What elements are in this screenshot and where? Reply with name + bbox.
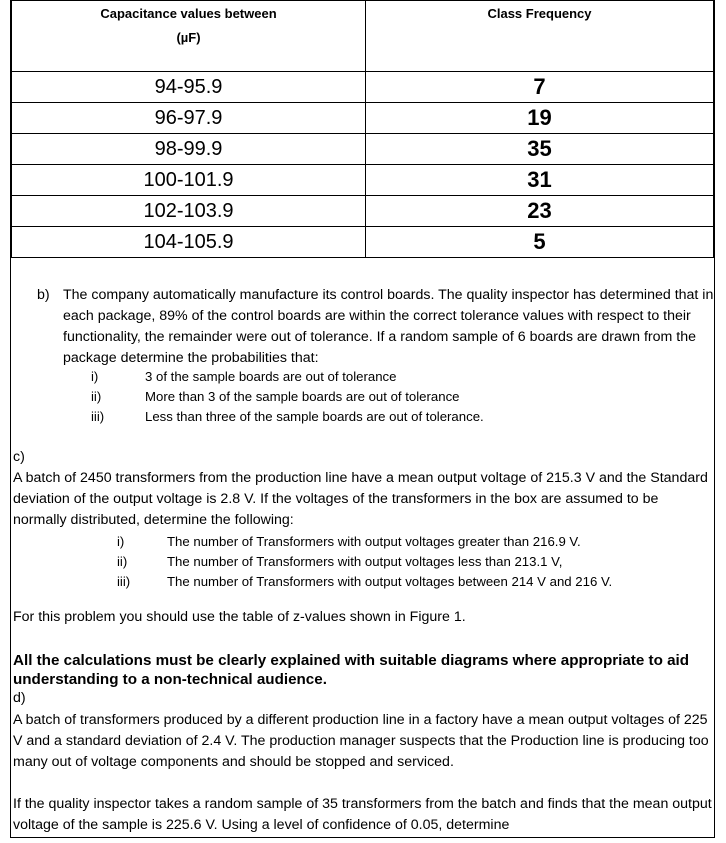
table-row — [12, 103, 714, 134]
frequency-cell: 5 — [366, 227, 714, 258]
range-cell: 104-105.9 — [12, 227, 366, 258]
section-c-label: c) — [13, 449, 25, 465]
list-item-number: ii) — [117, 554, 128, 569]
frequency-cell: 31 — [366, 165, 714, 196]
section-d-text1: A batch of transformers produced by a different production line in a factory have a mean output voltages of 225 V and a standard deviation of 2.4 V. The production manager suspects that the Production line is producing too many out of voltage components and should be stopped and serviced. — [13, 712, 709, 770]
section-d-label: d) — [13, 690, 26, 706]
range-cell: 94-95.9 — [12, 72, 366, 103]
header-capacitance-line1: Capacitance values between — [100, 6, 277, 21]
list-item-number: iii) — [117, 574, 131, 589]
list-item-number: ii) — [91, 389, 102, 404]
list-item-number: i) — [117, 534, 125, 549]
header-capacitance — [12, 1, 366, 72]
document-frame — [10, 0, 715, 838]
section-c-note: For this problem you should use the table of z-values shown in Figure 1. — [13, 609, 466, 625]
section-b — [37, 285, 717, 369]
bold-note: All the calculations must be clearly explained with suitable diagrams where appropriate to aid understanding to a non-technical audience. — [13, 652, 690, 688]
table-header-row — [12, 1, 714, 72]
range-cell: 100-101.9 — [12, 165, 366, 196]
frequency-cell: 23 — [366, 196, 714, 227]
section-d-text2: If the quality inspector takes a random sample of 35 transformers from the batch and finds that the mean output voltage of the sample is 225.6 V. Using a level of confidence of 0.05, determine — [13, 796, 712, 833]
section-c-text: A batch of 2450 transformers from the production line have a mean output voltage of 215.3 V and the Standard deviation of the output voltage is 2.8 V. If the voltages of the transformers in the box are assumed to be normally distributed, determine the following: — [13, 470, 708, 528]
capacitance-table — [11, 0, 714, 258]
list-item-text: Less than three of the sample boards are out of tolerance. — [145, 409, 484, 424]
frequency-cell: 19 — [366, 103, 714, 134]
list-item-number: iii) — [91, 409, 105, 424]
list-item-text: More than 3 of the sample boards are out of tolerance — [145, 389, 460, 404]
list-item-text: 3 of the sample boards are out of tolerance — [145, 369, 397, 384]
table-row — [12, 227, 714, 258]
section-b-text: The company automatically manufacture its control boards. The quality inspector has determined that in each package, 89% of the control boards are within the correct tolerance values with respect to their functionality, the remainder were out of tolerance. If a random sample of 6 boards are drawn from the package determine the probabilities that: — [63, 287, 714, 366]
header-capacitance-line2: (µF) — [176, 30, 201, 45]
table-row — [12, 196, 714, 227]
header-frequency-label: Class Frequency — [487, 6, 592, 21]
range-cell: 98-99.9 — [12, 134, 366, 165]
list-item-text: The number of Transformers with output voltages greater than 216.9 V. — [167, 534, 581, 549]
list-item-number: i) — [91, 369, 99, 384]
table-row — [12, 72, 714, 103]
list-item-text: The number of Transformers with output voltages less than 213.1 V, — [167, 554, 563, 569]
range-cell: 102-103.9 — [12, 196, 366, 227]
frequency-cell: 7 — [366, 72, 714, 103]
header-frequency — [366, 1, 714, 72]
frequency-cell: 35 — [366, 134, 714, 165]
table-row — [12, 165, 714, 196]
list-item-text: The number of Transformers with output voltages between 214 V and 216 V. — [167, 574, 613, 589]
section-b-label: b) — [37, 287, 50, 303]
table-row — [12, 134, 714, 165]
range-cell: 96-97.9 — [12, 103, 366, 134]
